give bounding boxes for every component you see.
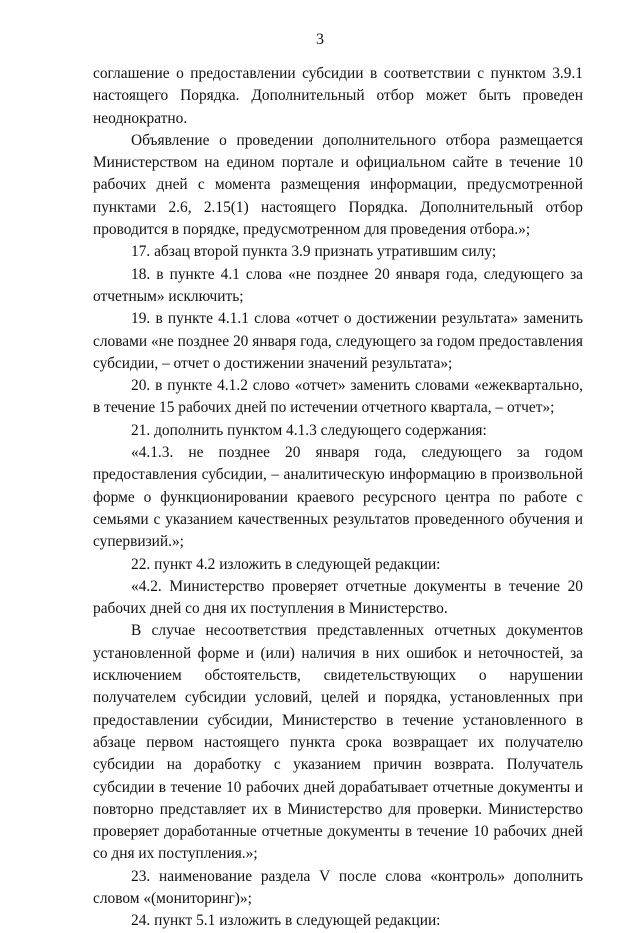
paragraph-item-21: 21. дополнить пунктом 4.1.3 следующего содержания: [131, 421, 487, 439]
paragraph-item-4-2: «4.2. Министерство проверяет отчетные документы в течение 20 рабочих дней со дня их поступления в Министерство. [93, 577, 583, 618]
paragraph-item-23: 23. наименование раздела V после слова «контроль» дополнить словом «(мониторинг)»; [93, 867, 583, 907]
paragraph-item-22: 22. пункт 4.2 изложить в следующей редакции: [131, 555, 441, 573]
paragraph-item-19: 19. в пункте 4.1.1 слова «отчет о достижении результата» заменить словами «не позднее 20 января года, следующего за годом предоставления субсидии, – отчет о достижении значений результата»; [93, 310, 583, 372]
paragraph-item-18: 18. в пункте 4.1 слова «не позднее 20 января года, следующего за отчетным» исключить; [93, 265, 583, 305]
page-number: 3 [316, 31, 324, 48]
paragraph-item-4-1-3: «4.1.3. не позднее 20 января года, следующего за годом предоставления субсидии, – аналитическую информацию в произвольной форме о функционировании краевого ресурсного центра по работе с семьями с указанием качественных результатов проведенного обучения и супервизий.»; [93, 444, 583, 551]
paragraph-continuation: соглашение о предоставлении субсидии в соответствии с пунктом 3.9.1 настоящего Порядка. Дополнительный отбор может быть проведен неоднократно. [93, 65, 583, 127]
paragraph-item-17: 17. абзац второй пункта 3.9 признать утратившим силу; [131, 243, 497, 261]
document-body [93, 63, 583, 933]
paragraph-item-20: 20. в пункте 4.1.2 слово «отчет» заменить словами «ежеквартально, в течение 15 рабочих дней по истечении отчетного квартала, – отчет»; [93, 377, 583, 417]
paragraph-item-24: 24. пункт 5.1 изложить в следующей редакции: [131, 912, 441, 930]
paragraph-additional-selection-announcement: Объявление о проведении дополнительного отбора размещается Министерством на едином портале и официальном сайте в течение 10 рабочих дней с момента размещения информации, предусмотренной пунктами 2.6, 2.15(1) настоящего Порядка. Дополнительный отбор проводится в порядке, предусмотренном для проведения отбора.»; [93, 131, 583, 239]
paragraph-nonconformity: В случае несоответствия представленных отчетных документов установленной форме и (или) наличия в них ошибок и неточностей, за исключением обстоятельств, свидетельствующих о нарушении получателем субсидии условий, целей и порядка, установленных при предоставлении субсидии, Министерство в течение установленного в абзаце первом настоящего пункта срока возвращает их получателю субсидии на доработку с указанием причин возврата. Получатель субсидии в течение 10 рабочих дней дорабатывает отчетные документы и повторно представляет их в Министерство для проверки. Министерство проверяет доработанные отчетные документы в течение 10 рабочих дней со дня их поступления.»; [93, 622, 583, 863]
